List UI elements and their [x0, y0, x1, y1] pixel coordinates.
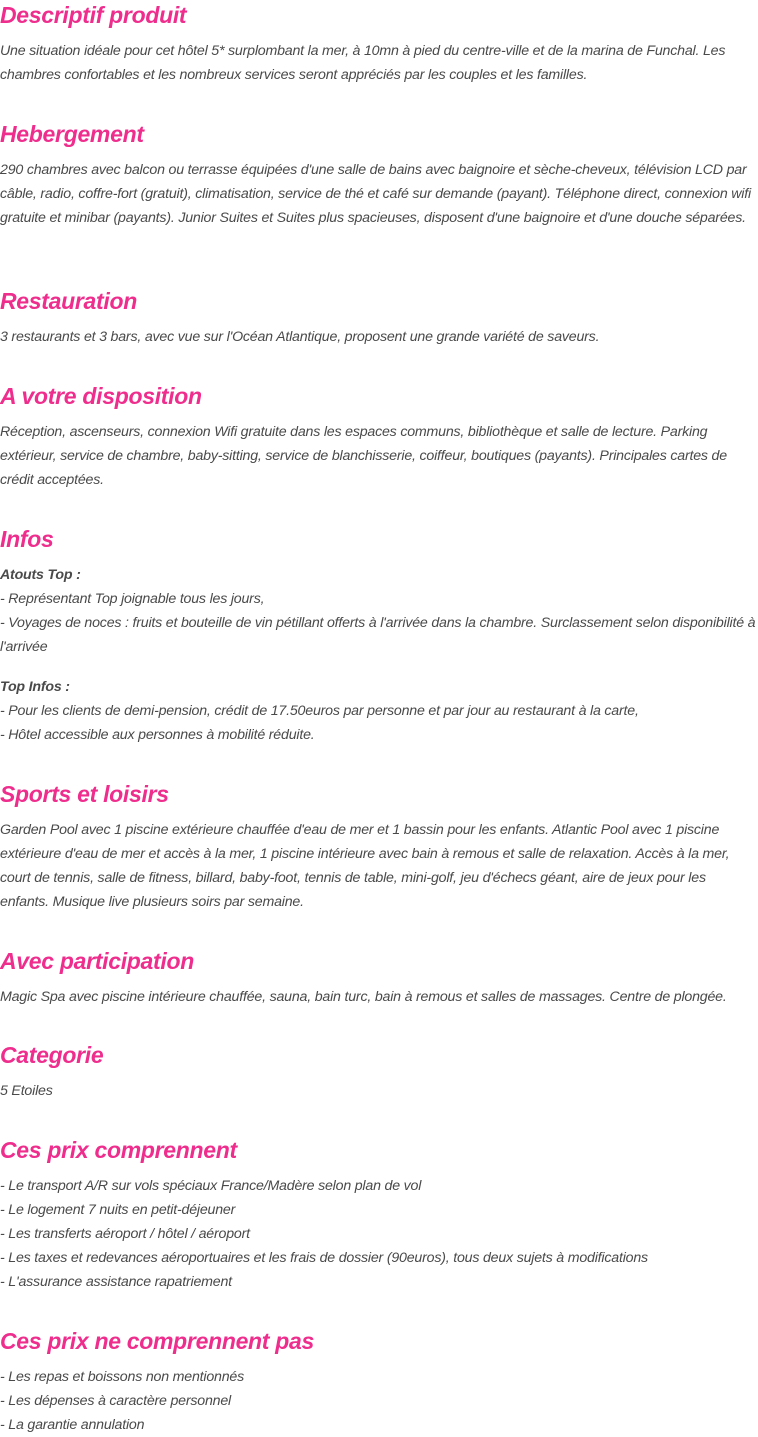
- list-item: - Les taxes et redevances aéroportuaires et les frais de dossier (90euros), tous deux sujets à modifications: [0, 1250, 648, 1266]
- section-title-hebergement: Hebergement: [0, 121, 144, 147]
- list-item: - Les transferts aéroport / hôtel / aéroport: [0, 1226, 250, 1242]
- section-a-votre-disposition: [0, 381, 758, 492]
- section-text-sports: Garden Pool avec 1 piscine extérieure chauffée d'eau de mer et 1 bassin pour les enfants. Atlantic Pool avec 1 piscine extérieure d'eau de mer et accès à la mer, 1 piscine intérieure avec bain à remous et salle de relaxation. Accès à la mer, court de tennis, salle de fitness, billard, baby-foot, tennis de table, mini-golf, jeu d'échecs géant, aire de jeux pour les enfants. Musique live plusieurs soirs par semaine.: [0, 822, 730, 910]
- section-descriptif-produit: [0, 0, 758, 87]
- prix-ne-comprennent-list: [0, 1365, 758, 1437]
- top-infos-label: Top Infos :: [0, 679, 70, 695]
- list-item: - La garantie annulation: [0, 1417, 145, 1433]
- section-prix-comprennent: [0, 1135, 758, 1294]
- list-item: - Représentant Top joignable tous les jours,: [0, 591, 265, 607]
- section-title-sports: Sports et loisirs: [0, 781, 169, 807]
- list-item: - Pour les clients de demi-pension, crédit de 17.50euros par personne et par jour au restaurant à la carte,: [0, 703, 639, 719]
- atouts-top-label: Atouts Top :: [0, 567, 81, 583]
- section-title-restauration: Restauration: [0, 288, 137, 314]
- section-title-descriptif: Descriptif produit: [0, 2, 187, 28]
- prix-comprennent-list: [0, 1174, 758, 1294]
- section-hebergement: [0, 119, 758, 230]
- infos-atouts-block: [0, 563, 758, 659]
- section-title-categorie: Categorie: [0, 1042, 104, 1068]
- section-categorie: [0, 1040, 758, 1103]
- list-item: - Les repas et boissons non mentionnés: [0, 1369, 244, 1385]
- section-text-categorie: 5 Etoiles: [0, 1083, 53, 1099]
- section-text-disposition: Réception, ascenseurs, connexion Wifi gratuite dans les espaces communs, bibliothèque et salle de lecture. Parking extérieur, service de chambre, baby-sitting, service de blanchisserie, coiffeur, boutiques (payants). Principales cartes de crédit acceptées.: [0, 424, 727, 488]
- section-avec-participation: [0, 946, 758, 1009]
- section-text-hebergement: 290 chambres avec balcon ou terrasse équipées d'une salle de bains avec baignoire et sèche-cheveux, télévision LCD par câble, radio, coffre-fort (gratuit), climatisation, service de thé et café sur demande (payant). Téléphone direct, connexion wifi gratuite et minibar (payants). Junior Suites et Suites plus spacieuses, disposent d'une baignoire et d'une douche séparées.: [0, 162, 751, 226]
- section-title-prix-ne-comprennent: Ces prix ne comprennent pas: [0, 1328, 314, 1354]
- section-title-prix-comprennent: Ces prix comprennent: [0, 1137, 237, 1163]
- section-text-participation: Magic Spa avec piscine intérieure chauffée, sauna, bain turc, bain à remous et salles de massages. Centre de plongée.: [0, 989, 727, 1005]
- section-title-participation: Avec participation: [0, 948, 194, 974]
- section-infos: [0, 524, 758, 747]
- section-title-infos: Infos: [0, 526, 54, 552]
- list-item: - Le logement 7 nuits en petit-déjeuner: [0, 1202, 236, 1218]
- infos-top-infos-block: [0, 675, 758, 747]
- list-item: - Le transport A/R sur vols spéciaux France/Madère selon plan de vol: [0, 1178, 422, 1194]
- section-title-disposition: A votre disposition: [0, 383, 202, 409]
- list-item: - L'assurance assistance rapatriement: [0, 1274, 232, 1290]
- section-prix-ne-comprennent-pas: [0, 1326, 758, 1437]
- section-sports-loisirs: [0, 779, 758, 914]
- list-item: - Hôtel accessible aux personnes à mobilité réduite.: [0, 727, 315, 743]
- list-item: - Voyages de noces : fruits et bouteille de vin pétillant offerts à l'arrivée dans la chambre. Surclassement selon disponibilité à l'arrivée: [0, 615, 756, 655]
- section-text-descriptif: Une situation idéale pour cet hôtel 5* surplombant la mer, à 10mn à pied du centre-ville et de la marina de Funchal. Les chambres confortables et les nombreux services seront appréciés par les couples et les familles.: [0, 43, 726, 83]
- list-item: - Les dépenses à caractère personnel: [0, 1393, 231, 1409]
- section-text-restauration: 3 restaurants et 3 bars, avec vue sur l'Océan Atlantique, proposent une grande variété de saveurs.: [0, 329, 600, 345]
- section-restauration: [0, 286, 758, 349]
